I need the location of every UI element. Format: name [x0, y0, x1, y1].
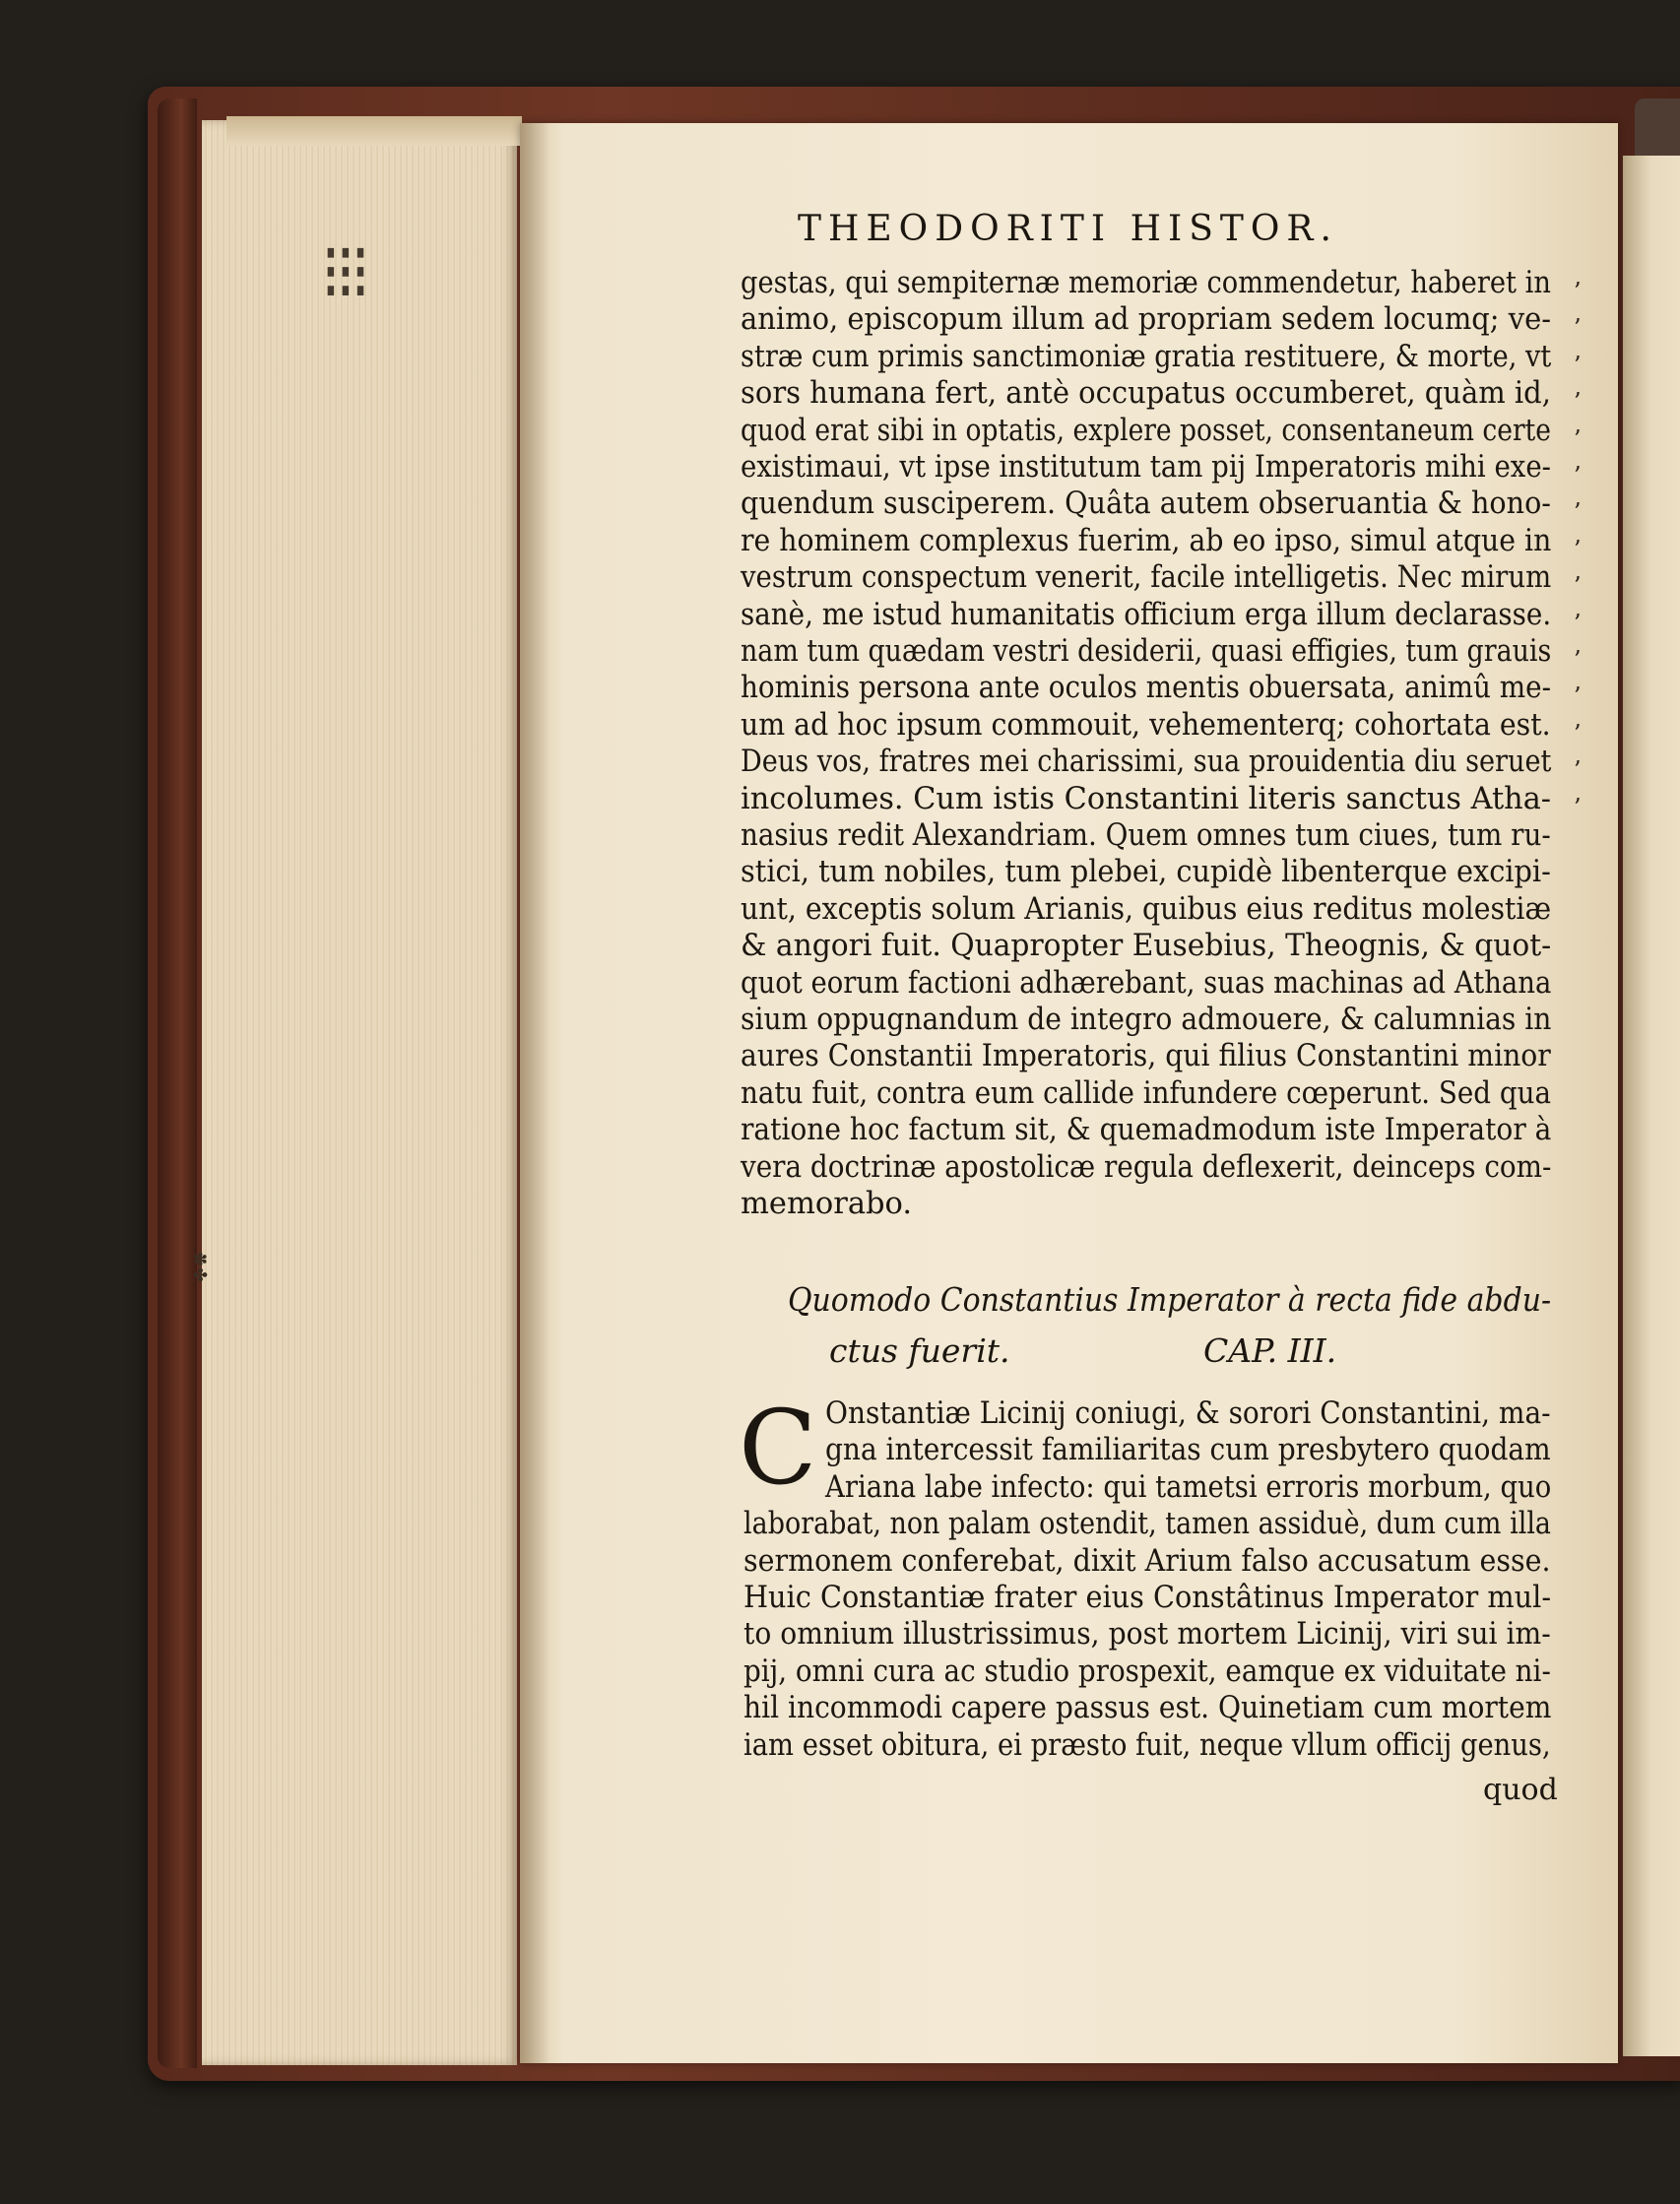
chapter-line: Huic Constantiæ frater eius Constâtinus Imperator mul-: [743, 1581, 1552, 1615]
drop-capital: C: [739, 1388, 817, 1508]
body-line: memorabo.: [741, 1187, 913, 1221]
page-block-edge: [202, 120, 517, 2065]
margin-quote-mark: ’: [1574, 462, 1582, 489]
body-line: nam tum quædam vestri desiderii, quasi effigies, tum grauis: [741, 634, 1552, 669]
margin-quote-mark: ’: [1574, 646, 1582, 674]
margin-quote-mark: ’: [1574, 278, 1582, 305]
chapter-line: gna intercessit familiaritas cum presbytero quodam: [825, 1433, 1551, 1468]
margin-quote-mark: ’: [1574, 388, 1582, 417]
margin-quote-mark: ’: [1574, 793, 1582, 821]
fore-edge-marking: ⁝⁝⁝: [321, 228, 366, 317]
chapter-number: CAP. III.: [1203, 1331, 1337, 1370]
body-line: vera doctrinæ apostolicæ regula deflexerit, deinceps com-: [741, 1149, 1552, 1185]
body-line: unt, exceptis solum Arianis, quibus eius reditus molestiæ: [741, 891, 1552, 927]
margin-quote-mark: ’: [1574, 535, 1582, 563]
page-block-top: [226, 116, 522, 146]
body-line: existimaui, vt ipse institutum tam pij Imperatoris mihi exe-: [741, 450, 1551, 485]
chapter-heading-line1: Quomodo Constantius Imperator à recta fide abdu-: [788, 1280, 1552, 1319]
chapter-line: sermonem conferebat, dixit Arium falso accusatum esse.: [743, 1543, 1551, 1579]
page-gutter-shadow: [520, 123, 549, 2063]
body-line: sium oppugnandum de integro admouere, & calumnias in: [741, 1003, 1552, 1037]
margin-quote-mark: ’: [1574, 498, 1582, 527]
chapter-line: Onstantiæ Licinij coniugi, & sorori Constantini, ma-: [825, 1396, 1551, 1431]
body-line: aures Constantii Imperatoris, qui filius Constantini minor: [741, 1039, 1551, 1074]
body-line: gestas, qui sempiternæ memoriæ commendetur, haberet in: [741, 266, 1551, 300]
body-line: stici, tum nobiles, tum plebei, cupidè libenterque excipi-: [741, 855, 1551, 890]
fore-edge-flourish: ✽ ✤: [193, 1250, 209, 1286]
body-line: nasius redit Alexandriam. Quem omnes tum ciues, tum ru-: [741, 818, 1551, 853]
chapter-line: Ariana labe infecto: qui tametsi erroris morbum, quo: [825, 1469, 1552, 1505]
body-line: quot eorum factioni adhærebant, suas machinas ad Athana: [741, 965, 1552, 1001]
chapter-line: pij, omni cura ac studio prospexit, eamque ex viduitate ni-: [743, 1653, 1551, 1689]
margin-quote-mark: ’: [1574, 756, 1582, 785]
body-line: sors humana fert, antè occupatus occumberet, quàm id,: [741, 376, 1551, 412]
body-line: & angori fuit. Quapropter Eusebius, Theognis, & quot-: [741, 929, 1552, 964]
margin-quote-mark: ’: [1574, 351, 1582, 379]
chapter-line: laborabat, non palam ostendit, tamen assiduè, dum cum illa: [743, 1507, 1552, 1542]
body-line: sanè, me istud humanitatis officium erga illum declarasse.: [741, 597, 1552, 632]
margin-quote-mark: ’: [1574, 424, 1582, 453]
chapter-line: hil incommodi capere passus est. Quinetiam cum mortem: [743, 1691, 1552, 1726]
facing-page-edge: [1623, 156, 1680, 2056]
body-line: ratione hoc factum sit, & quemadmodum iste Imperator à: [741, 1113, 1552, 1148]
body-line: um ad hoc ipsum commouit, vehementerq; cohortata est.: [741, 707, 1551, 743]
chapter-line: iam esset obitura, ei præsto fuit, neque vllum officij genus,: [743, 1727, 1551, 1763]
margin-quote-mark: ’: [1574, 682, 1582, 711]
body-line: incolumes. Cum istis Constantini literis sanctus Atha-: [741, 781, 1552, 816]
body-line: quod erat sibi in optatis, explere posset, consentaneum certe: [741, 413, 1551, 448]
margin-quote-mark: ’: [1574, 314, 1582, 343]
body-line: vestrum conspectum venerit, facile intelligetis. Nec mirum: [741, 560, 1552, 596]
margin-quote-mark: ’: [1574, 572, 1582, 601]
margin-quote-mark: ’: [1574, 719, 1582, 747]
running-title: THEODORITI HISTOR.: [798, 209, 1338, 249]
chapter-line: to omnium illustrissimus, post mortem Licinij, viri sui im-: [743, 1617, 1551, 1653]
margin-quote-mark: ’: [1574, 609, 1582, 637]
body-line: Deus vos, fratres mei charissimi, sua prouidentia diu seruet: [741, 745, 1552, 780]
book-spine-edge: [158, 98, 197, 2068]
chapter-heading-line2: ctus fuerit.: [829, 1331, 1010, 1370]
body-line: hominis persona ante oculos mentis obuersata, animû me-: [741, 671, 1552, 706]
body-line: natu fuit, contra eum callide infundere cœperunt. Sed qua: [741, 1075, 1551, 1111]
body-line: stræ cum primis sanctimoniæ gratia restituere, & morte, vt: [741, 339, 1552, 374]
body-line: quendum susciperem. Quâta autem obseruantia & hono-: [741, 486, 1551, 522]
body-line: re hominem complexus fuerim, ab eo ipso, simul atque in: [741, 523, 1552, 558]
body-line: animo, episcopum illum ad propriam sedem locumq; ve-: [741, 302, 1552, 338]
catchword: quod: [1483, 1773, 1558, 1807]
